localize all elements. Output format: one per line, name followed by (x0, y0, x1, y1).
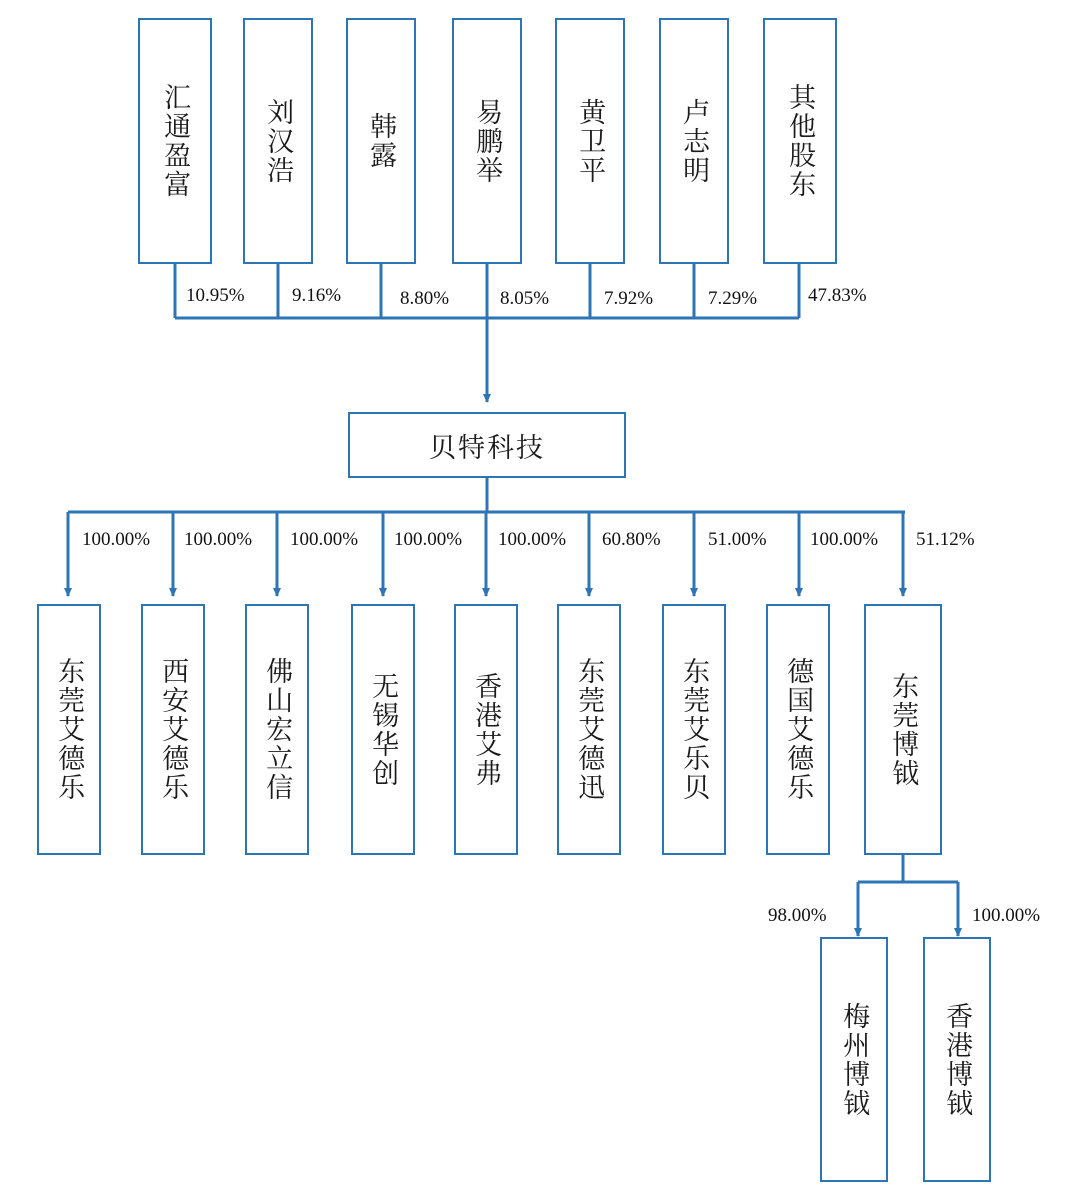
subsidiary-label-7: 德国艾德乐 (783, 657, 814, 802)
shareholder-node-2 (346, 18, 416, 264)
subsidiary-node-1 (141, 604, 205, 855)
shareholder-percent-5: 7.29% (708, 288, 758, 309)
shareholder-percent-2: 8.80% (400, 288, 450, 309)
subsidiary-label-4: 香港艾弗 (471, 671, 502, 788)
grandchild-label-0: 梅州博钺 (839, 1001, 870, 1118)
shareholder-label-1: 刘汉浩 (263, 97, 294, 185)
subsidiary-percent-3: 100.00% (394, 529, 463, 550)
shareholder-node-5 (659, 18, 729, 264)
subsidiary-percent-1: 100.00% (184, 529, 253, 550)
shareholder-percent-3: 8.05% (500, 288, 550, 309)
subsidiary-percent-5: 60.80% (602, 529, 661, 550)
subsidiary-percent-4: 100.00% (498, 529, 567, 550)
grandchild-percent-0: 98.00% (768, 905, 827, 926)
subsidiary-percent-6: 51.00% (708, 529, 767, 550)
subsidiary-label-1: 西安艾德乐 (158, 657, 189, 802)
subsidiary-node-7 (766, 604, 830, 855)
shareholder-node-0 (138, 18, 212, 264)
subsidiary-node-6 (662, 604, 726, 855)
shareholder-node-3 (452, 18, 522, 264)
subsidiary-node-0 (37, 604, 101, 855)
shareholder-percent-0: 10.95% (186, 285, 245, 306)
subsidiary-label-2: 佛山宏立信 (262, 657, 293, 802)
subsidiary-label-0: 东莞艾德乐 (54, 657, 85, 802)
subsidiary-percent-0: 100.00% (82, 529, 151, 550)
shareholder-label-2: 韩露 (366, 112, 397, 170)
center-company-node (348, 412, 626, 478)
shareholder-percent-6: 47.83% (808, 285, 867, 306)
subsidiary-label-8: 东莞博钺 (888, 671, 919, 788)
subsidiary-node-5 (557, 604, 621, 855)
shareholder-label-3: 易鹏举 (472, 97, 503, 185)
grandchild-node-1 (923, 937, 991, 1182)
subsidiary-node-2 (245, 604, 309, 855)
subsidiary-percent-8: 51.12% (916, 529, 975, 550)
grandchild-percent-1: 100.00% (972, 905, 1041, 926)
shareholder-label-0: 汇通盈富 (160, 83, 191, 199)
shareholder-node-6 (763, 18, 837, 264)
shareholder-label-6: 其他股东 (785, 83, 816, 199)
subsidiary-node-3 (351, 604, 415, 855)
shareholder-label-4: 黄卫平 (575, 97, 606, 185)
grandchild-label-1: 香港博钺 (942, 1001, 973, 1118)
grandchild-node-0 (820, 937, 888, 1182)
shareholder-percent-4: 7.92% (604, 288, 654, 309)
shareholder-node-4 (555, 18, 625, 264)
subsidiary-node-4 (454, 604, 518, 855)
subsidiary-label-3: 无锡华创 (368, 671, 399, 788)
shareholder-label-5: 卢志明 (679, 97, 710, 185)
subsidiary-label-6: 东莞艾乐贝 (679, 657, 710, 802)
subsidiary-node-8 (864, 604, 942, 855)
subsidiary-label-5: 东莞艾德迅 (574, 657, 605, 802)
shareholder-node-1 (243, 18, 313, 264)
center-company-label: 贝特科技 (429, 432, 545, 463)
shareholder-percent-1: 9.16% (292, 285, 342, 306)
subsidiary-percent-7: 100.00% (810, 529, 879, 550)
subsidiary-percent-2: 100.00% (290, 529, 359, 550)
